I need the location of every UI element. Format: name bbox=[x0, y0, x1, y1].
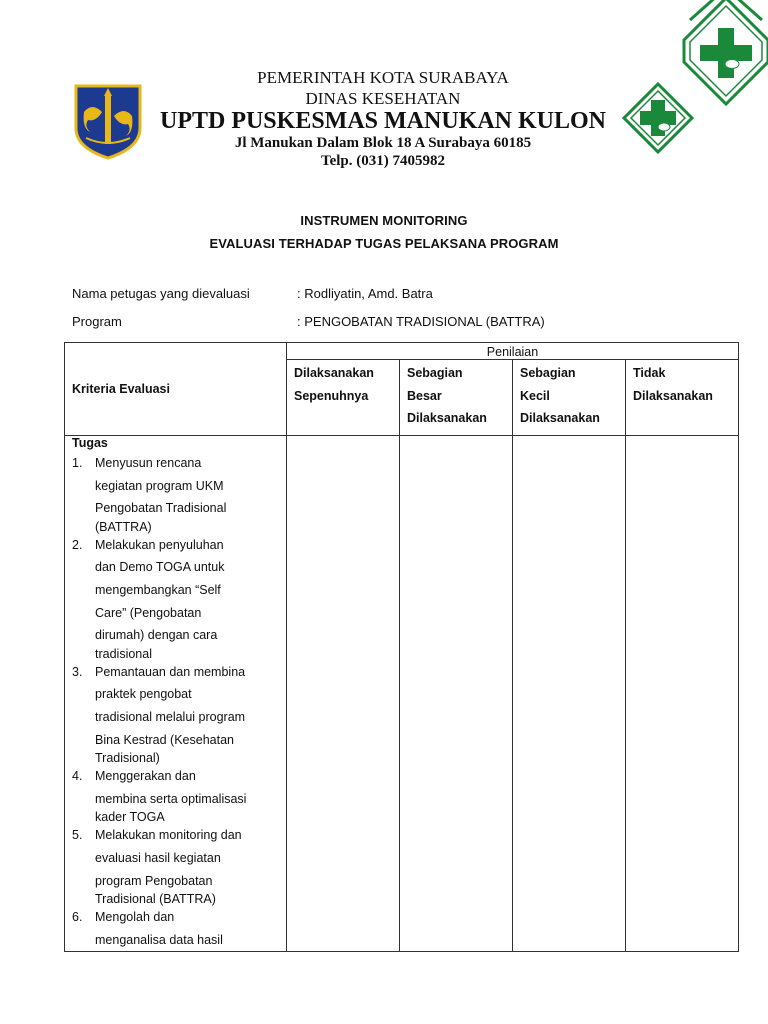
option-header-fully: Dilaksanakan Sepenuhnya bbox=[287, 360, 400, 436]
officer-name-value: : Rodliyatin, Amd. Batra bbox=[297, 286, 433, 301]
list-item: 1. Menyusun rencana kegiatan program UKM Pengobatan Tradisional (BATTRA) bbox=[72, 456, 227, 534]
list-item: 6. Mengolah dan menganalisa data hasil bbox=[72, 910, 223, 947]
assessment-header: Penilaian bbox=[287, 343, 739, 360]
score-cell-fully[interactable] bbox=[287, 436, 400, 952]
program-label: Program bbox=[72, 314, 122, 329]
program-value: : PENGOBATAN TRADISIONAL (BATTRA) bbox=[297, 314, 545, 329]
letterhead-government: PEMERINTAH KOTA SURABAYA bbox=[257, 68, 509, 87]
document-title: INSTRUMEN MONITORING bbox=[300, 213, 468, 228]
criteria-cell bbox=[65, 436, 287, 952]
score-cell-partly[interactable] bbox=[513, 436, 626, 952]
option-header-partly: Sebagian Kecil Dilaksanakan bbox=[513, 360, 626, 436]
officer-name-label: Nama petugas yang dievaluasi bbox=[72, 286, 250, 301]
puskesmas-cross-icon bbox=[682, 0, 768, 108]
section-label: Tugas bbox=[72, 436, 108, 450]
list-item: 3. Pemantauan dan membina praktek pengobat tradisional melalui program Bina Kestrad (Kesehatan Tradisional) bbox=[72, 664, 246, 766]
letterhead-phone: Telp. (031) 7405982 bbox=[320, 153, 446, 169]
list-item: 2. Melakukan penyuluhan dan Demo TOGA untuk mengembangkan “Self Care” (Pengobatan dirumah) dengan cara tradisional bbox=[72, 537, 225, 661]
option-header-not-done: Tidak Dilaksanakan bbox=[626, 360, 739, 436]
letterhead-department: DINAS KESEHATAN bbox=[305, 89, 461, 108]
score-cell-mostly[interactable] bbox=[400, 436, 513, 952]
document-subtitle: EVALUASI TERHADAP TUGAS PELAKSANA PROGRAM bbox=[209, 236, 559, 251]
criteria-header: Kriteria Evaluasi bbox=[65, 343, 287, 436]
evaluation-table bbox=[64, 342, 739, 952]
surabaya-crest-icon bbox=[70, 82, 146, 160]
score-cell-not-done[interactable] bbox=[626, 436, 739, 952]
option-header-mostly: Sebagian Besar Dilaksanakan bbox=[400, 360, 513, 436]
letterhead-address: Jl Manukan Dalam Blok 18 A Surabaya 60185 bbox=[234, 135, 532, 151]
letterhead-institution: UPTD PUSKESMAS MANUKAN KULON bbox=[159, 108, 606, 134]
list-item: 5. Melakukan monitoring dan evaluasi hasil kegiatan program Pengobatan Tradisional (BATTRA) bbox=[72, 828, 242, 907]
list-item: 4. Menggerakan dan membina serta optimalisasi kader TOGA bbox=[72, 769, 247, 825]
task-list bbox=[72, 452, 282, 951]
